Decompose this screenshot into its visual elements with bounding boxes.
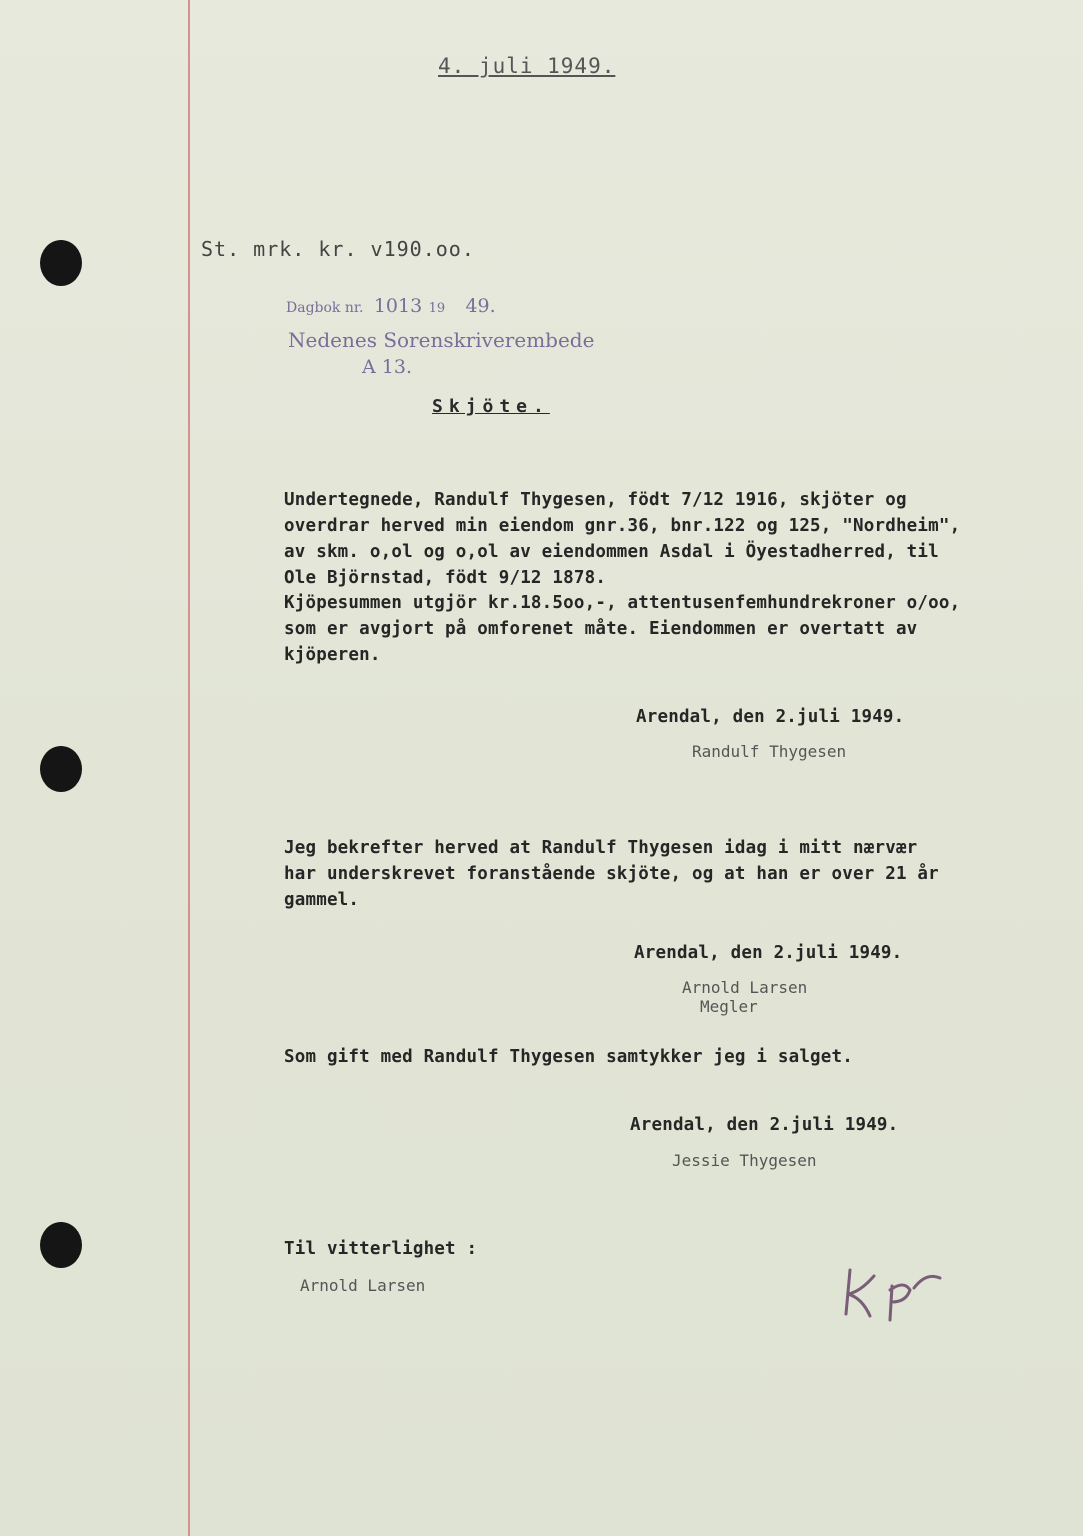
journal-year: 49. — [465, 295, 496, 317]
punch-hole — [40, 1222, 82, 1268]
text-line: kjöperen. — [284, 645, 381, 665]
witness-label: Til vitterlighet : — [284, 1239, 478, 1259]
signature3-place-date: Arendal, den 2.juli 1949. — [630, 1115, 899, 1135]
text-line: Kjöpesummen utgjör kr.18.5oo,-, attentusenfemhundrekroner o/oo, — [284, 593, 961, 613]
text-line: Jeg bekrefter herved at Randulf Thygesen idag i mitt nærvær — [284, 838, 918, 858]
punch-hole — [40, 240, 82, 286]
journal-number: 1013 — [373, 295, 423, 317]
text-line: Undertegnede, Randulf Thygesen, födt 7/12 1916, skjöter og — [284, 490, 907, 510]
text-line: gammel. — [284, 890, 360, 910]
signature3-name: Jessie Thygesen — [672, 1151, 817, 1170]
text-line: som er avgjort på omforenet måte. Eiendommen er overtatt av — [284, 619, 918, 639]
deed-paragraph — [284, 487, 960, 591]
signature2-place-date: Arendal, den 2.juli 1949. — [634, 943, 903, 963]
signature1-place-date: Arendal, den 2.juli 1949. — [636, 707, 905, 727]
signature2-name: Arnold Larsen — [682, 978, 808, 997]
journal-code: A 13. — [362, 356, 412, 378]
text-line: har underskrevet foranstående skjöte, og at han er over 21 år — [284, 864, 939, 884]
price-paragraph — [284, 590, 960, 668]
journal-office: Nedenes Sorenskriverembede — [288, 328, 595, 352]
journal-label: Dagbok nr. — [286, 300, 364, 316]
document-title: Skjöte. — [432, 396, 550, 417]
journal-stamp-line1 — [286, 293, 496, 317]
text-line: overdrar herved min eiendom gnr.36, bnr.122 og 125, "Nordheim", — [284, 516, 961, 536]
signature2-title: Megler — [700, 997, 758, 1016]
punch-hole — [40, 746, 82, 792]
witness-name: Arnold Larsen — [300, 1276, 426, 1295]
journal-year-prefix: 19 — [428, 301, 446, 316]
text-line: Ole Björnstad, födt 9/12 1878. — [284, 568, 607, 588]
header-date: 4. juli 1949. — [438, 54, 616, 78]
stamp-fee: St. mrk. kr. v190.oo. — [201, 237, 475, 261]
signature1-name: Randulf Thygesen — [692, 742, 847, 761]
handwritten-initials — [840, 1262, 950, 1322]
red-margin-line — [188, 0, 190, 1536]
confirm-paragraph — [284, 835, 939, 913]
text-line: av skm. o,ol og o,ol av eiendommen Asdal i Öyestadherred, til — [284, 542, 939, 562]
consent-line: Som gift med Randulf Thygesen samtykker jeg i salget. — [284, 1047, 854, 1067]
